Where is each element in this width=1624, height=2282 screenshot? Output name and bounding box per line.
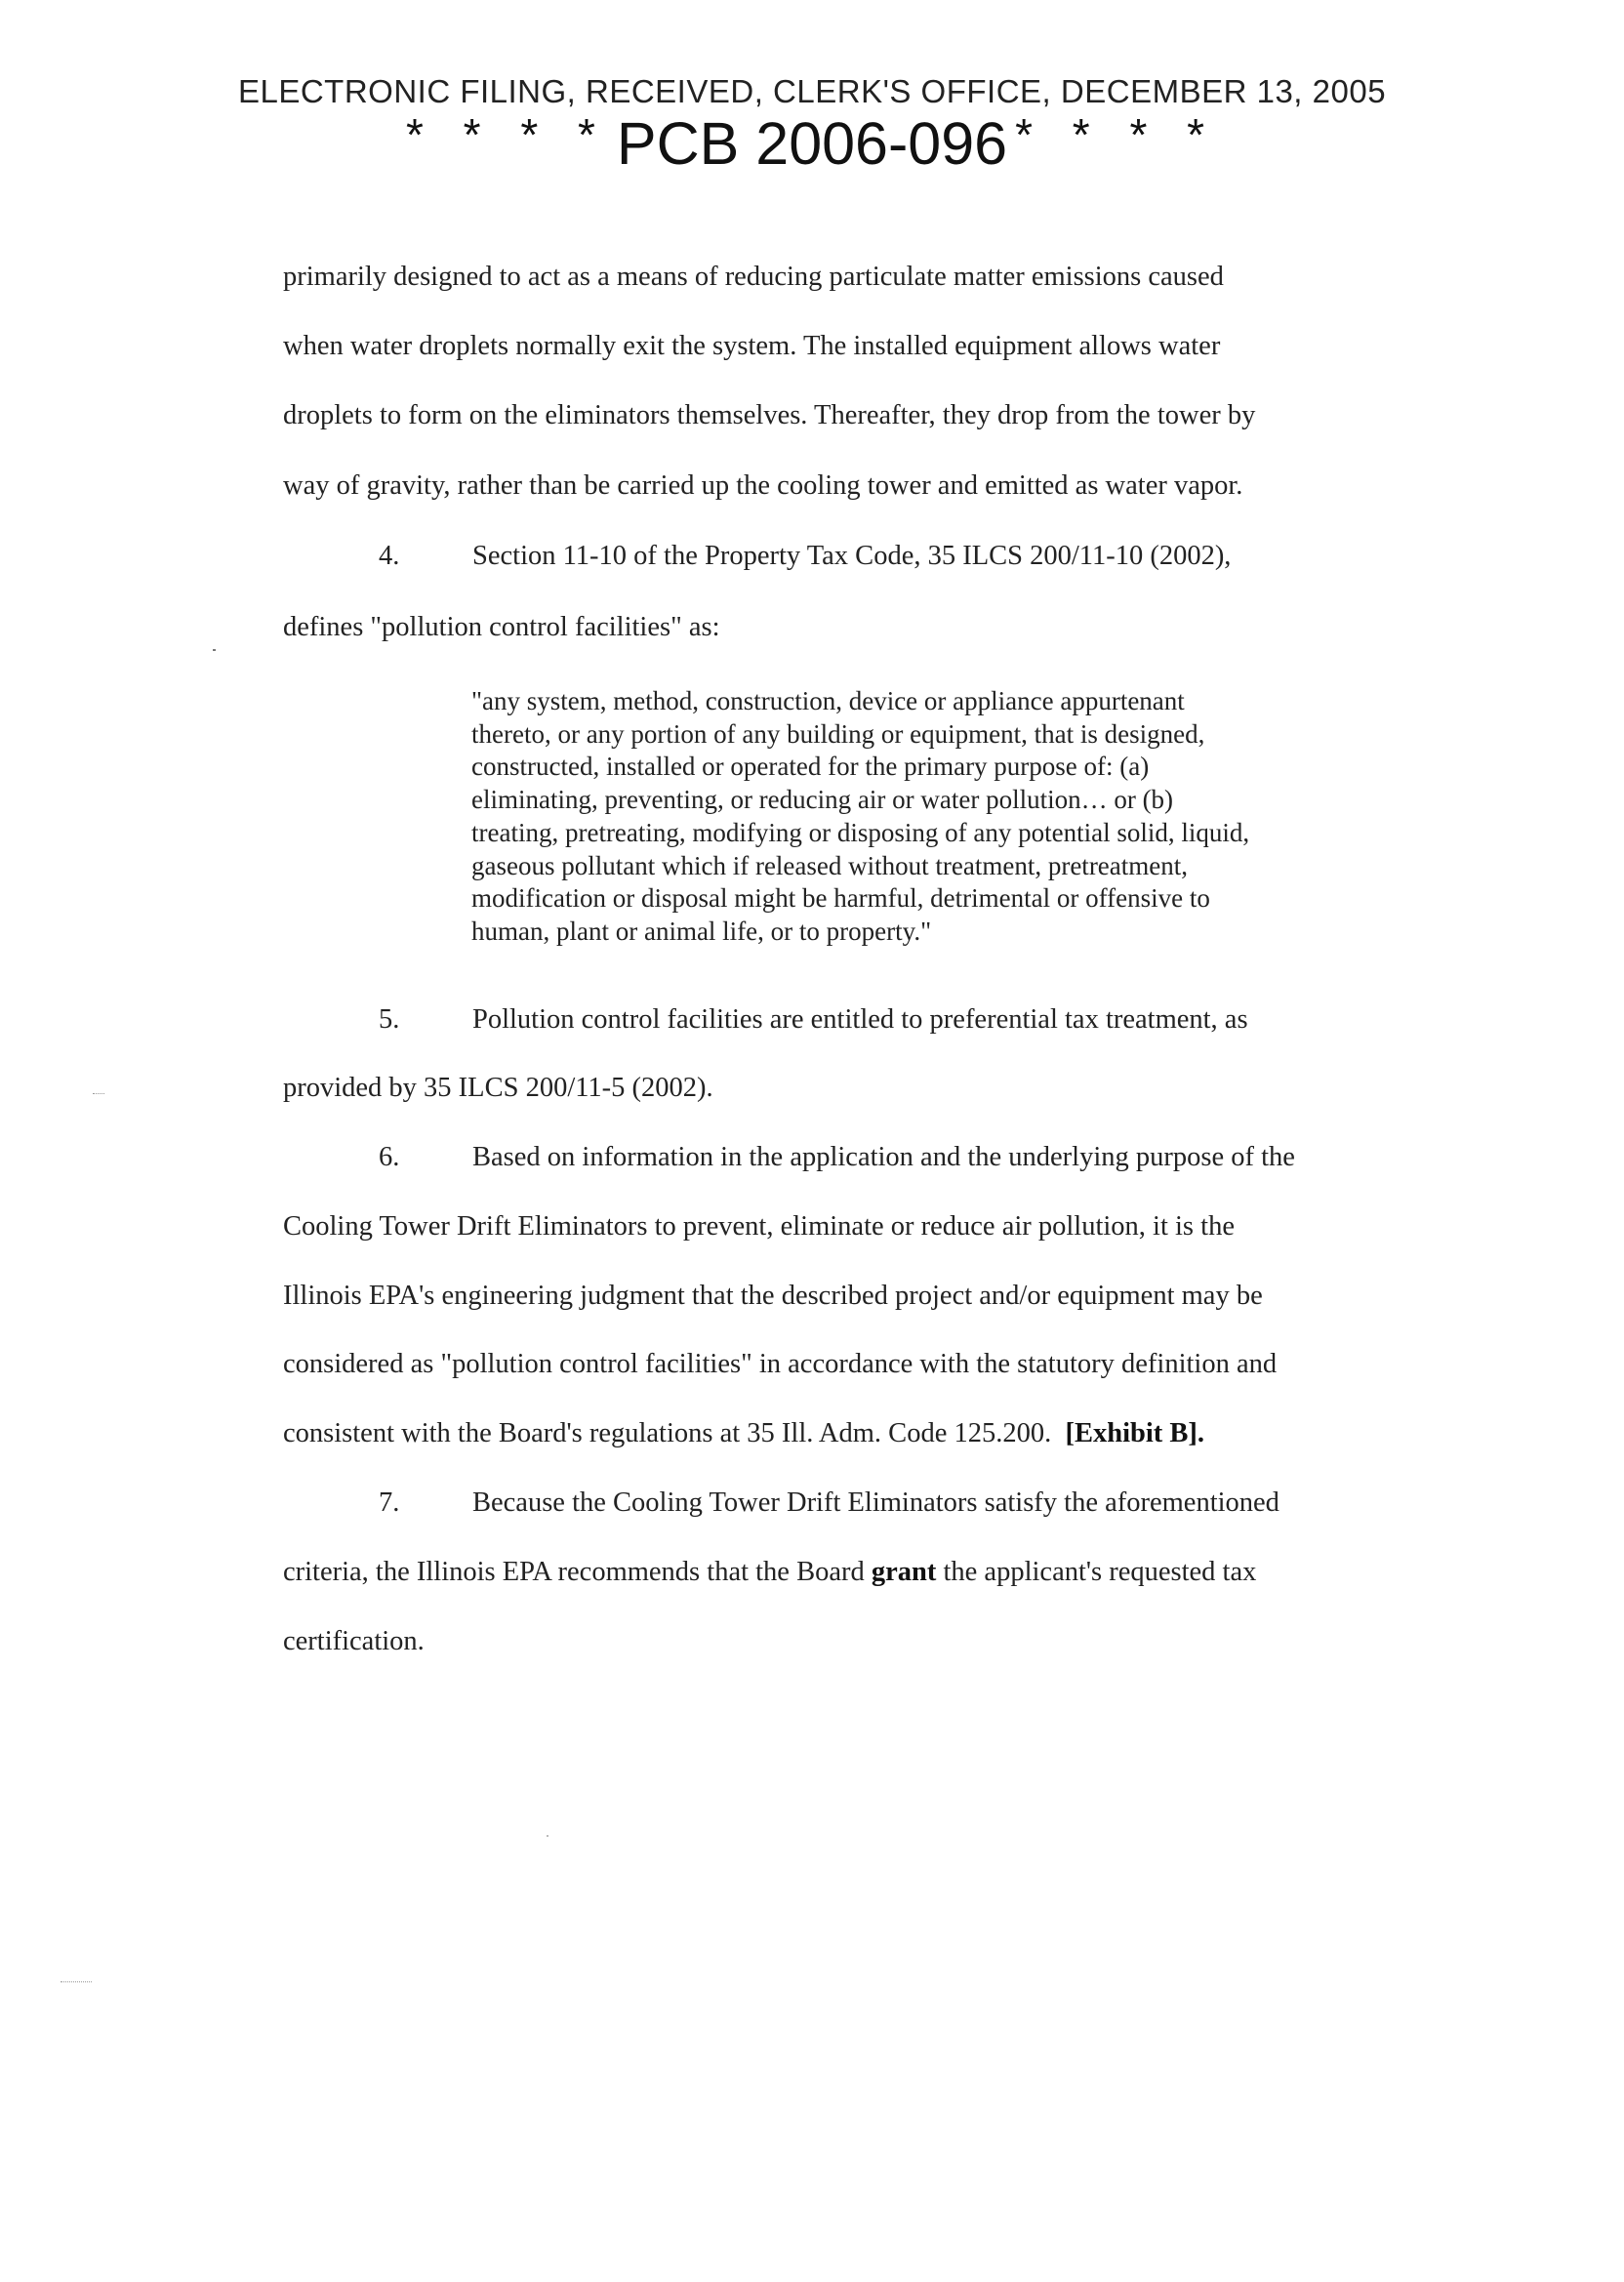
quote-line: thereto, or any portion of any building or equipment, that is designed, bbox=[471, 718, 1205, 749]
quote-line: treating, pretreating, modifying or disposing of any potential solid, liquid, bbox=[471, 817, 1250, 847]
scan-speck bbox=[61, 1981, 92, 1984]
scan-speck bbox=[93, 1093, 104, 1096]
paragraph-3-line-3: droplets to form on the eliminators themselves. Thereafter, they drop from the tower by bbox=[283, 400, 1256, 430]
paragraph-number: 5. bbox=[379, 1004, 400, 1035]
quote-line: eliminating, preventing, or reducing air or water pollution… or (b) bbox=[471, 785, 1174, 815]
paragraph-7-line-2 bbox=[283, 1559, 1256, 1587]
paragraph-7-line-2-after: the applicant's requested tax bbox=[936, 1557, 1257, 1587]
paragraph-7-line-1: Because the Cooling Tower Drift Eliminators satisfy the aforementioned bbox=[472, 1487, 1279, 1518]
paragraph-5-line-1: Pollution control facilities are entitled to preferential tax treatment, as bbox=[472, 1004, 1248, 1035]
quote-line: modification or disposal might be harmful, detrimental or offensive to bbox=[471, 883, 1210, 914]
paragraph-3-line-2: when water droplets normally exit the system. The installed equipment allows water bbox=[283, 331, 1221, 361]
paragraph-4-line-1: Section 11-10 of the Property Tax Code, 35 ILCS 200/11-10 (2002), bbox=[472, 541, 1232, 571]
quote-line: constructed, installed or operated for the primary purpose of: (a) bbox=[471, 752, 1150, 782]
quote-line: gaseous pollutant which if released without treatment, pretreatment, bbox=[471, 850, 1189, 880]
paragraph-6-line-2: Cooling Tower Drift Eliminators to prevent, eliminate or reduce air pollution, it is the bbox=[283, 1211, 1235, 1242]
stars-left: * * * * bbox=[405, 109, 609, 160]
paragraph-3-line-1: primarily designed to act as a means of reducing particulate matter emissions caused bbox=[283, 262, 1224, 292]
paragraph-3-line-4: way of gravity, rather than be carried up the cooling tower and emitted as water vapor. bbox=[283, 470, 1243, 501]
paragraph-6-line-5-text: consistent with the Board's regulations at 35 Ill. Adm. Code 125.200. bbox=[283, 1418, 1066, 1448]
paragraph-number: 7. bbox=[379, 1487, 400, 1518]
scan-speck bbox=[547, 1835, 548, 1837]
stars-right: * * * * bbox=[1015, 109, 1219, 160]
paragraph-4-line-2: defines "pollution control facilities" as: bbox=[283, 612, 720, 642]
paragraph-6-line-4: considered as "pollution control facilities" in accordance with the statutory definition and bbox=[283, 1349, 1278, 1379]
exhibit-reference: [Exhibit B]. bbox=[1065, 1418, 1204, 1448]
quote-line: human, plant or animal life, or to property." bbox=[471, 916, 932, 946]
paragraph-6-line-1: Based on information in the application and the underlying purpose of the bbox=[472, 1142, 1295, 1172]
scan-speck bbox=[213, 649, 216, 651]
paragraph-number: 6. bbox=[379, 1142, 400, 1172]
paragraph-6-line-3: Illinois EPA's engineering judgment that the described project and/or equipment may be bbox=[283, 1281, 1263, 1311]
filing-stamp: ELECTRONIC FILING, RECEIVED, CLERK'S OFFICE, DECEMBER 13, 2005 bbox=[237, 73, 1387, 109]
case-number: PCB 2006-096 bbox=[616, 110, 1008, 177]
block-quote bbox=[471, 685, 1389, 949]
grant-emphasis: grant bbox=[871, 1557, 937, 1587]
paragraph-number: 4. bbox=[379, 541, 400, 571]
paragraph-7-line-2-before: criteria, the Illinois EPA recommends that the Board bbox=[283, 1557, 872, 1587]
paragraph-7-line-3: certification. bbox=[283, 1626, 425, 1656]
case-number-banner bbox=[0, 109, 1624, 177]
paragraph-5-line-2: provided by 35 ILCS 200/11-5 (2002). bbox=[283, 1073, 713, 1103]
paragraph-6-line-5 bbox=[283, 1420, 1204, 1448]
quote-line: "any system, method, construction, device or appliance appurtenant bbox=[471, 686, 1185, 715]
